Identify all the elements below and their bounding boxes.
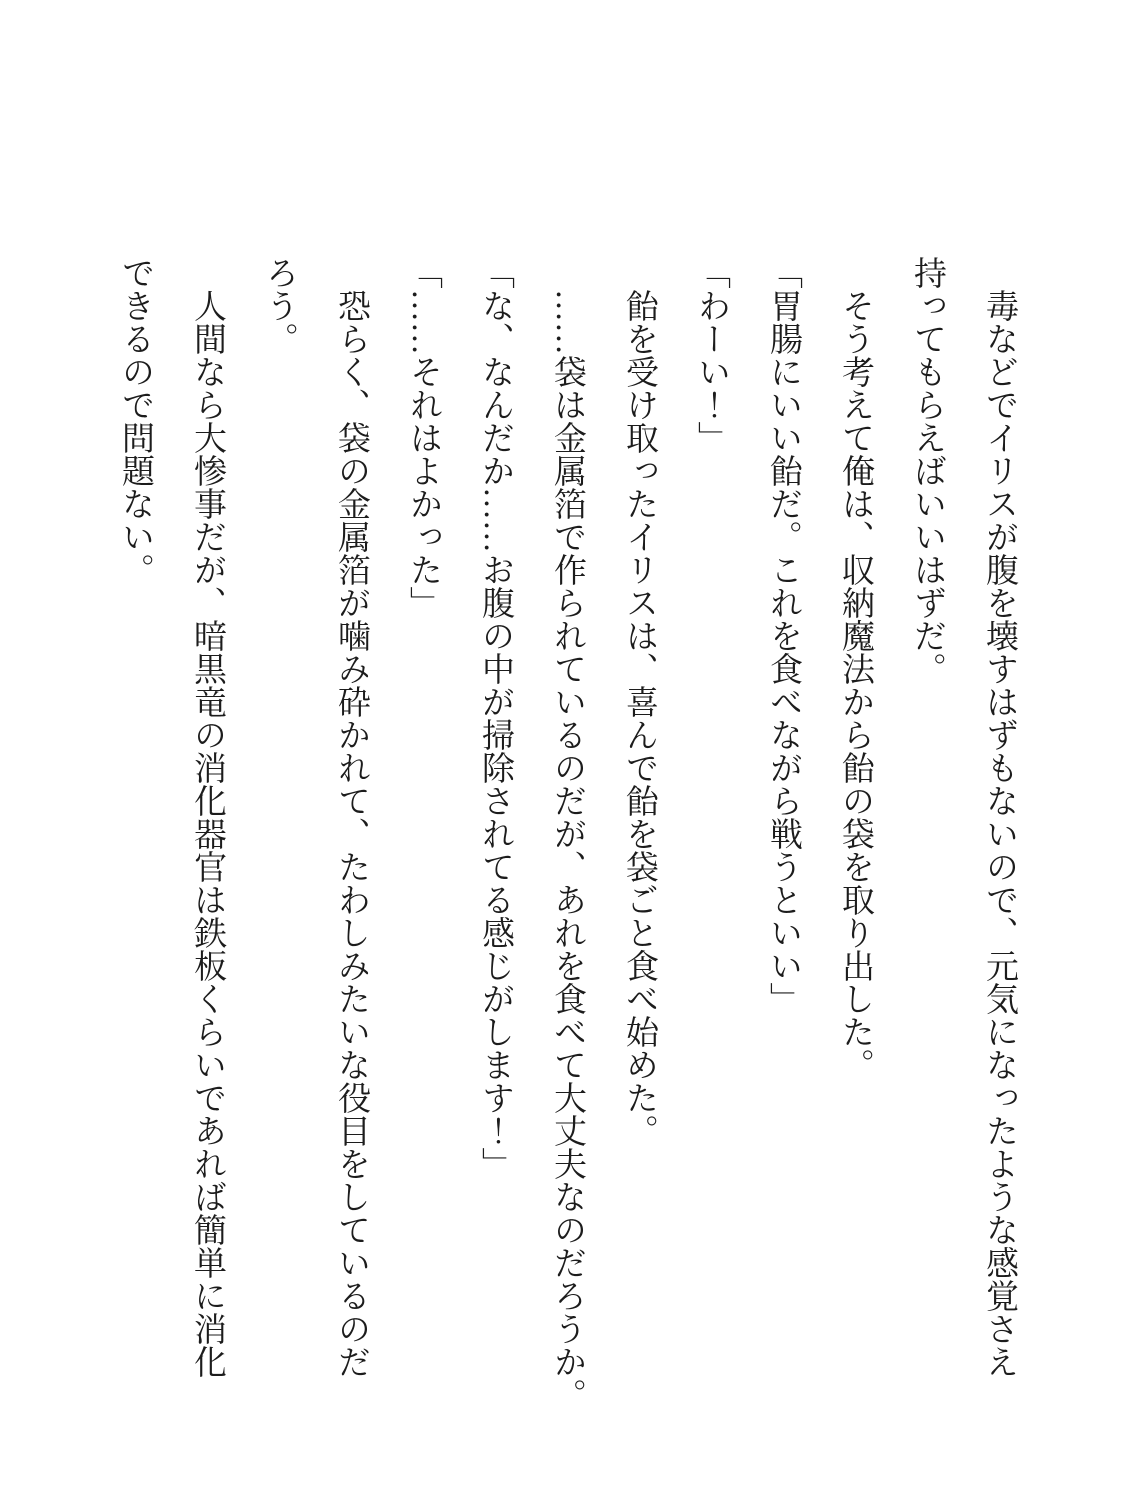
text-line: 「わーい！」 [693,256,729,454]
text-line: できるので問題ない。 [117,256,153,586]
text-line: 毒などでイリスが腹を壊すはずもないので、元気になったような感覚さえ [981,289,1017,1378]
text-line: ろう。 [261,256,297,355]
text-line: そう考えて俺は、収納魔法から飴の袋を取り出した。 [837,289,873,1081]
text-line: 人間なら大惨事だが、暗黒竜の消化器官は鉄板くらいであれば簡単に消化 [189,289,225,1378]
text-line: 「胃腸にいい飴だ。これを食べながら戦うといい」 [765,256,801,1015]
text-line: 飴を受け取ったイリスは、喜んで飴を袋ごと食べ始めた。 [621,289,657,1147]
text-line: 持ってもらえばいいはずだ。 [909,256,945,685]
text-line: ……袋は金属箔で作られているのだが、あれを食べて大丈夫なのだろうか。 [549,289,585,1411]
text-line: 恐らく、袋の金属箔が噛み砕かれて、たわしみたいな役目をしているのだ [333,289,369,1378]
vertical-text-body [99,256,1035,1426]
text-line: 「……それはよかった」 [405,256,441,619]
text-line: 「な、なんだか……お腹の中が掃除されてる感じがします！」 [477,256,513,1180]
